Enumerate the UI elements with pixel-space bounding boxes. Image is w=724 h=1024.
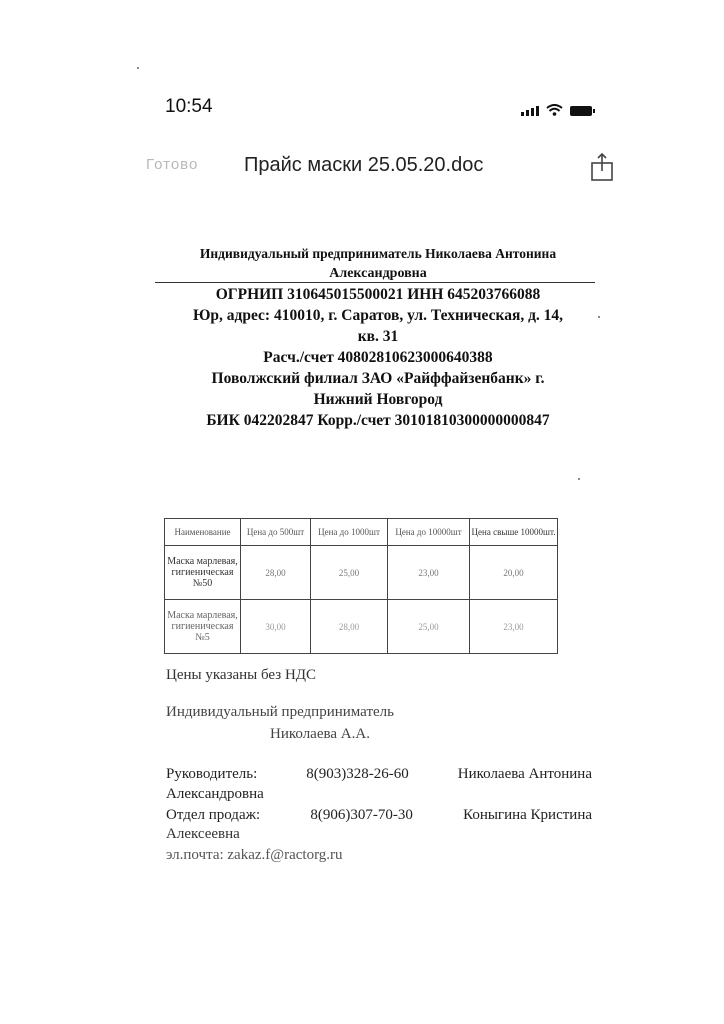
company-name-line-2: Александровна: [329, 266, 427, 281]
price-cell: 25,00: [311, 546, 388, 600]
scan-speck: [137, 67, 139, 69]
scan-speck: [598, 316, 600, 318]
account-line: Расч./счет 40802810623000640388: [263, 349, 493, 366]
ogrn-line: ОГРНИП 310645015500021 ИНН 645203766088: [215, 286, 541, 303]
signature-name: Николаева А.А.: [270, 726, 370, 742]
scan-speck: [578, 478, 580, 480]
signature-title: Индивидуальный предприниматель: [166, 704, 394, 720]
bank-line: Поволжский филиал ЗАО «Райффайзенбанк» г.: [211, 370, 545, 387]
price-cell: 28,00: [241, 546, 311, 600]
price-cell: 20,00: [470, 546, 558, 600]
contact-director: [166, 766, 592, 783]
contact-label: Отдел продаж:: [166, 807, 261, 823]
table-header-cell: Цена до 1000шт: [311, 519, 388, 546]
header-rule: [155, 282, 595, 283]
contact-phone: 8(903)328-26-60: [306, 766, 409, 782]
price-cell: 23,00: [470, 600, 558, 654]
product-name-cell: Маска марлевая, гигиеническая №5: [165, 600, 241, 654]
battery-icon: [570, 106, 592, 116]
price-cell: 23,00: [388, 546, 470, 600]
contact-name: Коныгина Кристина: [463, 807, 592, 823]
table-header-cell: Цена до 500шт: [241, 519, 311, 546]
contact-name-continued: Алексеевна: [166, 826, 240, 842]
table-row: [165, 546, 558, 600]
status-icons: [521, 104, 592, 116]
address-line-2: кв. 31: [357, 328, 399, 345]
price-cell: 25,00: [388, 600, 470, 654]
status-time: 10:54: [165, 96, 213, 117]
email-line: эл.почта: zakaz.f@ractorg.ru: [166, 847, 343, 863]
share-icon[interactable]: [590, 152, 614, 182]
done-button[interactable]: Готово: [146, 156, 199, 173]
contact-phone: 8(906)307-70-30: [310, 807, 413, 823]
address-line: Юр, адрес: 410010, г. Саратов, ул. Техническая, д. 14,: [192, 307, 564, 324]
contact-sales: [166, 807, 592, 824]
contact-name-continued: Александровна: [166, 786, 264, 802]
vat-note: Цены указаны без НДС: [166, 667, 317, 683]
bank-line-2: Нижний Новгород: [313, 391, 443, 408]
company-header: [163, 244, 593, 431]
table-header-cell: Наименование: [165, 519, 241, 546]
table-header-cell: Цена свыше 10000шт.: [470, 519, 558, 546]
document-title: Прайс маски 25.05.20.doc: [244, 154, 484, 176]
price-cell: 30,00: [241, 600, 311, 654]
contact-label: Руководитель:: [166, 766, 258, 782]
bik-line: БИК 042202847 Корр./счет 30101810300000000847: [206, 412, 550, 429]
product-name-cell: Маска марлевая, гигиеническая №50: [165, 546, 241, 600]
table-header-row: [165, 519, 558, 546]
wifi-icon: [546, 104, 563, 116]
price-table: [164, 518, 558, 654]
price-cell: 28,00: [311, 600, 388, 654]
table-row: [165, 600, 558, 654]
company-name-line: Индивидуальный предприниматель Николаева Антонина: [199, 246, 557, 261]
contact-name: Николаева Антонина: [457, 766, 592, 782]
signal-icon: [521, 106, 539, 116]
table-header-cell: Цена до 10000шт: [388, 519, 470, 546]
